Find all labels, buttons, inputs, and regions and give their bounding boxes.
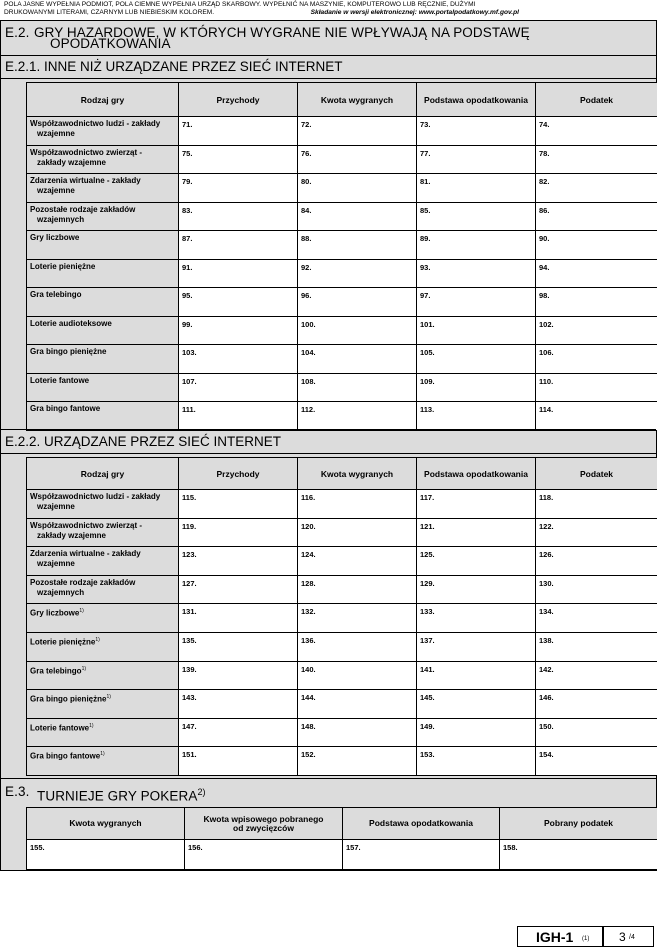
game-type-text: Loterie pieniężne [30, 637, 96, 647]
form-body [0, 20, 657, 871]
table-row [27, 718, 657, 747]
game-type-label [27, 604, 179, 633]
game-type-label [27, 145, 179, 174]
field-number: 147. [182, 721, 197, 731]
input-field[interactable] [179, 373, 298, 402]
game-type-label [27, 690, 179, 719]
input-field[interactable] [536, 518, 657, 547]
input-field[interactable] [179, 174, 298, 203]
field-number: 86. [539, 205, 550, 215]
field-number: 105. [420, 348, 435, 357]
game-type-text: Zdarzenia wirtualne - zakłady [30, 176, 141, 185]
field-number: 140. [301, 664, 316, 674]
section-e21-header [1, 55, 656, 79]
input-field[interactable] [417, 174, 536, 203]
field-number: 125. [420, 550, 435, 560]
section-e3-title [37, 786, 206, 803]
section-e2-title-line1: GRY HAZARDOWE, W KTÓRYCH WYGRANE NIE WPŁYWAJĄ NA PODSTAWĘ [34, 25, 530, 40]
field-number: 137. [420, 635, 435, 645]
input-field[interactable] [536, 718, 657, 747]
input-field[interactable] [536, 402, 657, 431]
input-field[interactable] [417, 575, 536, 604]
input-field[interactable] [536, 575, 657, 604]
field-number: 87. [182, 234, 193, 243]
table-row [27, 145, 657, 174]
game-type-label [27, 259, 179, 288]
section-e3-header [1, 778, 656, 807]
input-field[interactable] [417, 145, 536, 174]
game-type-text: Gra bingo fantowe [30, 404, 101, 413]
input-field[interactable] [536, 661, 657, 690]
field-number: 72. [301, 120, 312, 129]
footnote-mark: 1) [100, 751, 105, 758]
header-instructions-line2: DRUKOWANYMI LITERAMI, CZARNYM LUB NIEBIESKIM KOLOREM. [4, 8, 215, 16]
header-electronic-note: Składanie w wersji elektronicznej: www.portalpodatkowy.mf.gov.pl [310, 8, 519, 16]
field-number: 71. [182, 120, 193, 129]
input-field[interactable] [298, 690, 417, 719]
page-header [4, 1, 644, 16]
input-field[interactable] [298, 575, 417, 604]
field-number: 115. [182, 493, 197, 502]
game-type-label [27, 373, 179, 402]
input-field[interactable] [179, 259, 298, 288]
column-header: Rodzaj gry [27, 83, 179, 117]
column-header: Kwota wpisowego pobranego od zwycięzców [185, 808, 343, 840]
field-number: 96. [301, 291, 312, 300]
field-number: 112. [301, 405, 316, 414]
game-type-label [27, 490, 179, 519]
game-type-text: Gra telebingo [30, 666, 82, 676]
input-field[interactable] [536, 145, 657, 174]
field-number: 148. [301, 721, 316, 731]
footnote-mark: 1) [95, 636, 100, 643]
column-header: Przychody [179, 83, 298, 117]
input-field[interactable] [179, 661, 298, 690]
field-number: 134. [539, 607, 554, 617]
field-number: 128. [301, 578, 316, 588]
table-row [27, 661, 657, 690]
section-e22-header [1, 429, 656, 454]
field-number: 116. [301, 493, 316, 502]
table-row [27, 604, 657, 633]
field-number: 80. [301, 177, 312, 186]
e3-header-row [27, 808, 657, 840]
field-number: 110. [539, 376, 554, 386]
game-type-text-cont: zakłady wzajemne [37, 157, 106, 167]
field-number: 108. [301, 376, 316, 386]
input-field[interactable] [298, 259, 417, 288]
field-number: 77. [420, 148, 431, 158]
field-number: 78. [539, 148, 550, 158]
field-number: 150. [539, 721, 554, 731]
field-number: 152. [301, 750, 316, 760]
field-number: 99. [182, 319, 193, 329]
input-field[interactable] [536, 117, 657, 146]
game-type-label [27, 117, 179, 146]
column-header: Kwota wygranych [27, 808, 185, 840]
input-field[interactable] [179, 402, 298, 431]
game-type-text: Loterie fantowe [30, 375, 90, 385]
input-field[interactable] [298, 604, 417, 633]
field-number: 151. [182, 750, 197, 760]
field-number: 133. [420, 607, 435, 617]
input-field[interactable] [298, 117, 417, 146]
table-row [27, 288, 657, 317]
game-type-label [27, 718, 179, 747]
form-code-box [517, 926, 603, 947]
game-type-text: Gry liczbowe [30, 609, 80, 619]
input-field[interactable] [179, 117, 298, 146]
input-field[interactable] [179, 690, 298, 719]
table-row [27, 259, 657, 288]
field-number: 155. [30, 843, 45, 852]
input-field[interactable] [179, 518, 298, 547]
game-type-text: Loterie audioteksowe [30, 318, 112, 328]
section-e2-header [1, 21, 656, 56]
input-field[interactable] [298, 288, 417, 317]
column-header: Podstawa opodatkowania [343, 808, 500, 840]
field-number: 103. [182, 348, 197, 357]
game-type-text-cont: wzajemnych [37, 587, 85, 597]
input-field[interactable] [417, 661, 536, 690]
field-number: 94. [539, 262, 550, 272]
game-type-label [27, 316, 179, 345]
input-field[interactable] [298, 174, 417, 203]
input-field[interactable] [417, 632, 536, 661]
table-row [27, 402, 657, 431]
column-header: Rodzaj gry [27, 458, 179, 490]
input-field[interactable] [417, 747, 536, 776]
field-number: 117. [420, 493, 435, 502]
input-field[interactable] [536, 547, 657, 576]
field-number: 123. [182, 550, 197, 560]
field-number: 149. [420, 721, 435, 731]
input-field[interactable] [536, 345, 657, 374]
form-code: IGH-1 [536, 929, 574, 945]
game-type-label [27, 174, 179, 203]
game-type-text: Gry liczbowe [30, 233, 80, 242]
input-field[interactable] [298, 402, 417, 431]
column-header: Przychody [179, 458, 298, 490]
game-type-text-cont: wzajemne [37, 186, 75, 195]
game-type-text-cont: wzajemne [37, 502, 75, 511]
field-number: 111. [182, 405, 196, 414]
field-number: 119. [182, 521, 197, 531]
input-field[interactable] [536, 202, 657, 231]
input-field[interactable] [179, 747, 298, 776]
footnote-mark: 1) [106, 694, 111, 701]
input-field[interactable] [298, 661, 417, 690]
game-type-text-cont: wzajemnych [37, 214, 85, 224]
field-number: 92. [301, 262, 312, 272]
input-field[interactable] [298, 547, 417, 576]
page-number-box [603, 926, 654, 947]
input-field[interactable] [179, 316, 298, 345]
field-number: 101. [420, 319, 435, 329]
e3-data-row [27, 840, 657, 870]
field-number: 82. [539, 177, 550, 186]
game-type-text: Gra bingo pieniężne [30, 694, 107, 704]
game-type-text: Gra bingo fantowe [30, 752, 101, 761]
game-type-label [27, 402, 179, 431]
field-number: 158. [503, 843, 518, 852]
column-header: Pobrany podatek [500, 808, 657, 840]
table-row [27, 345, 657, 374]
table-row [27, 518, 657, 547]
game-type-text: Pozostałe rodzaje zakładów [30, 577, 136, 587]
section-e3-footnote-mark: 2) [197, 787, 206, 797]
input-field[interactable] [536, 373, 657, 402]
field-number: 118. [539, 493, 554, 502]
input-field[interactable] [536, 604, 657, 633]
section-e22-title: E.2.2. URZĄDZANE PRZEZ SIEĆ INTERNET [5, 434, 282, 449]
field-number: 138. [539, 635, 554, 645]
field-number: 90. [539, 234, 550, 243]
field-number: 98. [539, 291, 550, 300]
section-e21-title: E.2.1. INNE NIŻ URZĄDZANE PRZEZ SIEĆ INTERNET [5, 59, 343, 74]
field-number: 93. [420, 262, 431, 272]
input-field[interactable] [417, 402, 536, 431]
input-field[interactable] [27, 840, 185, 870]
field-number: 109. [420, 376, 435, 386]
field-number: 127. [182, 578, 197, 588]
page-total: /4 [629, 934, 635, 941]
field-number: 156. [188, 843, 203, 852]
game-type-label [27, 345, 179, 374]
input-field[interactable] [179, 345, 298, 374]
column-header: Kwota wygranych [298, 458, 417, 490]
field-number: 81. [420, 177, 431, 186]
input-field[interactable] [298, 718, 417, 747]
field-number: 106. [539, 348, 554, 357]
game-type-label [27, 231, 179, 260]
column-header: Podstawa opodatkowania [417, 458, 536, 490]
game-type-label [27, 632, 179, 661]
table-row [27, 373, 657, 402]
input-field[interactable] [500, 840, 657, 870]
game-type-label [27, 575, 179, 604]
game-type-text-cont: zakłady wzajemne [37, 530, 106, 540]
game-type-text: Zdarzenia wirtualne - zakłady [30, 549, 141, 559]
game-type-text: Gra telebingo [30, 290, 82, 299]
table-row [27, 575, 657, 604]
input-field[interactable] [179, 604, 298, 633]
game-type-text: Pozostałe rodzaje zakładów [30, 204, 136, 214]
field-number: 91. [182, 262, 193, 272]
input-field[interactable] [298, 747, 417, 776]
field-number: 157. [346, 843, 361, 852]
input-field[interactable] [417, 117, 536, 146]
field-number: 83. [182, 205, 193, 215]
column-header: Podatek [536, 83, 657, 117]
game-type-text-cont: wzajemne [37, 559, 75, 569]
table-row [27, 316, 657, 345]
field-number: 131. [182, 607, 197, 617]
table-row [27, 117, 657, 146]
input-field[interactable] [536, 174, 657, 203]
table-row [27, 632, 657, 661]
field-number: 84. [301, 205, 312, 215]
field-number: 145. [420, 693, 435, 703]
field-number: 121. [420, 521, 435, 531]
game-type-label [27, 202, 179, 231]
field-number: 126. [539, 550, 554, 560]
game-type-text: Loterie fantowe [30, 723, 90, 733]
field-number: 73. [420, 120, 431, 129]
game-type-text: Gra bingo pieniężne [30, 347, 107, 356]
field-number: 113. [420, 405, 435, 414]
game-type-label [27, 661, 179, 690]
field-number: 136. [301, 635, 316, 645]
input-field[interactable] [298, 231, 417, 260]
field-number: 122. [539, 521, 554, 531]
input-field[interactable] [417, 345, 536, 374]
input-field[interactable] [298, 373, 417, 402]
field-number: 143. [182, 693, 197, 703]
section-e3-title-text: TURNIEJE GRY POKERA [37, 788, 198, 804]
column-header: Podstawa opodatkowania [417, 83, 536, 117]
footnote-mark: 1) [81, 665, 87, 672]
input-field[interactable] [298, 632, 417, 661]
input-field[interactable] [298, 490, 417, 519]
input-field[interactable] [536, 490, 657, 519]
field-number: 76. [301, 148, 312, 158]
input-field[interactable] [536, 632, 657, 661]
input-field[interactable] [298, 145, 417, 174]
table-row [27, 174, 657, 203]
input-field[interactable] [536, 690, 657, 719]
input-field[interactable] [179, 202, 298, 231]
e3-table [26, 807, 657, 870]
field-number: 139. [182, 664, 197, 674]
game-type-text-cont: wzajemne [37, 129, 75, 138]
section-e3-number: E.3. [5, 784, 30, 799]
input-field[interactable] [179, 632, 298, 661]
field-number: 79. [182, 177, 193, 186]
input-field[interactable] [343, 840, 500, 870]
field-number: 135. [182, 635, 197, 645]
form-version: (1) [582, 936, 590, 942]
field-number: 144. [301, 693, 316, 703]
input-field[interactable] [417, 490, 536, 519]
field-number: 114. [539, 405, 554, 414]
header-instructions-line1: POLA JASNE WYPEŁNIA PODMIOT, POLA CIEMNE WYPEŁNIA URZĄD SKARBOWY. WYPEŁNIĆ NA MASZYNIE, KOMPUTEROWO LUB RĘCZNIE, DUŻYMI [4, 1, 476, 8]
input-field[interactable] [179, 718, 298, 747]
input-field[interactable] [536, 288, 657, 317]
game-type-label [27, 518, 179, 547]
input-field[interactable] [185, 840, 343, 870]
game-type-text: Loterie pieniężne [30, 261, 96, 271]
page-number: 3 [619, 930, 626, 944]
field-number: 85. [420, 205, 431, 215]
input-field[interactable] [179, 145, 298, 174]
field-number: 154. [539, 750, 554, 760]
input-field[interactable] [417, 202, 536, 231]
input-field[interactable] [179, 231, 298, 260]
field-number: 89. [420, 234, 431, 243]
field-number: 132. [301, 607, 316, 617]
field-number: 95. [182, 291, 193, 300]
field-number: 97. [420, 291, 431, 300]
input-field[interactable] [298, 518, 417, 547]
column-header: Kwota wygranych [298, 83, 417, 117]
section-e2-title-line2: OPODATKOWANIA [50, 36, 171, 51]
game-type-text: Współzawodnictwo zwierząt - [30, 520, 143, 530]
field-number: 107. [182, 376, 197, 386]
footnote-mark: 1) [89, 722, 94, 729]
input-field[interactable] [417, 604, 536, 633]
input-field[interactable] [179, 490, 298, 519]
input-field[interactable] [417, 231, 536, 260]
input-field[interactable] [417, 518, 536, 547]
game-type-label [27, 288, 179, 317]
input-field[interactable] [179, 288, 298, 317]
input-field[interactable] [536, 316, 657, 345]
input-field[interactable] [417, 547, 536, 576]
input-field[interactable] [536, 747, 657, 776]
input-field[interactable] [298, 316, 417, 345]
input-field[interactable] [179, 547, 298, 576]
input-field[interactable] [536, 231, 657, 260]
footnote-mark: 1) [79, 608, 84, 615]
field-number: 153. [420, 750, 435, 760]
field-number: 146. [539, 693, 554, 703]
input-field[interactable] [417, 373, 536, 402]
table-row [27, 547, 657, 576]
field-number: 124. [301, 550, 316, 560]
input-field[interactable] [298, 345, 417, 374]
game-type-text: Współzawodnictwo ludzi - zakłady [30, 492, 161, 501]
game-type-label [27, 747, 179, 776]
field-number: 88. [301, 234, 312, 243]
input-field[interactable] [417, 690, 536, 719]
input-field[interactable] [417, 316, 536, 345]
input-field[interactable] [417, 718, 536, 747]
field-number: 120. [301, 521, 316, 531]
input-field[interactable] [417, 259, 536, 288]
field-number: 104. [301, 348, 316, 357]
e22-header-row [27, 458, 657, 490]
table-row [27, 231, 657, 260]
field-number: 100. [301, 319, 316, 329]
input-field[interactable] [536, 259, 657, 288]
field-number: 75. [182, 148, 193, 158]
table-row [27, 690, 657, 719]
field-number: 130. [539, 578, 554, 588]
field-number: 141. [420, 664, 435, 674]
e22-table [26, 457, 657, 776]
game-type-text: Współzawodnictwo ludzi - zakłady [30, 119, 161, 128]
input-field[interactable] [417, 288, 536, 317]
game-type-text: Współzawodnictwo zwierząt - [30, 147, 143, 157]
field-number: 142. [539, 664, 554, 674]
table-row [27, 490, 657, 519]
field-number: 129. [420, 578, 435, 588]
game-type-label [27, 547, 179, 576]
field-number: 102. [539, 319, 554, 329]
table-row [27, 747, 657, 776]
section-e2-number: E.2. [5, 25, 30, 40]
column-header: Podatek [536, 458, 657, 490]
field-number: 74. [539, 120, 550, 129]
e21-header-row [27, 83, 657, 117]
input-field[interactable] [179, 575, 298, 604]
table-row [27, 202, 657, 231]
e21-table [26, 82, 657, 431]
input-field[interactable] [298, 202, 417, 231]
